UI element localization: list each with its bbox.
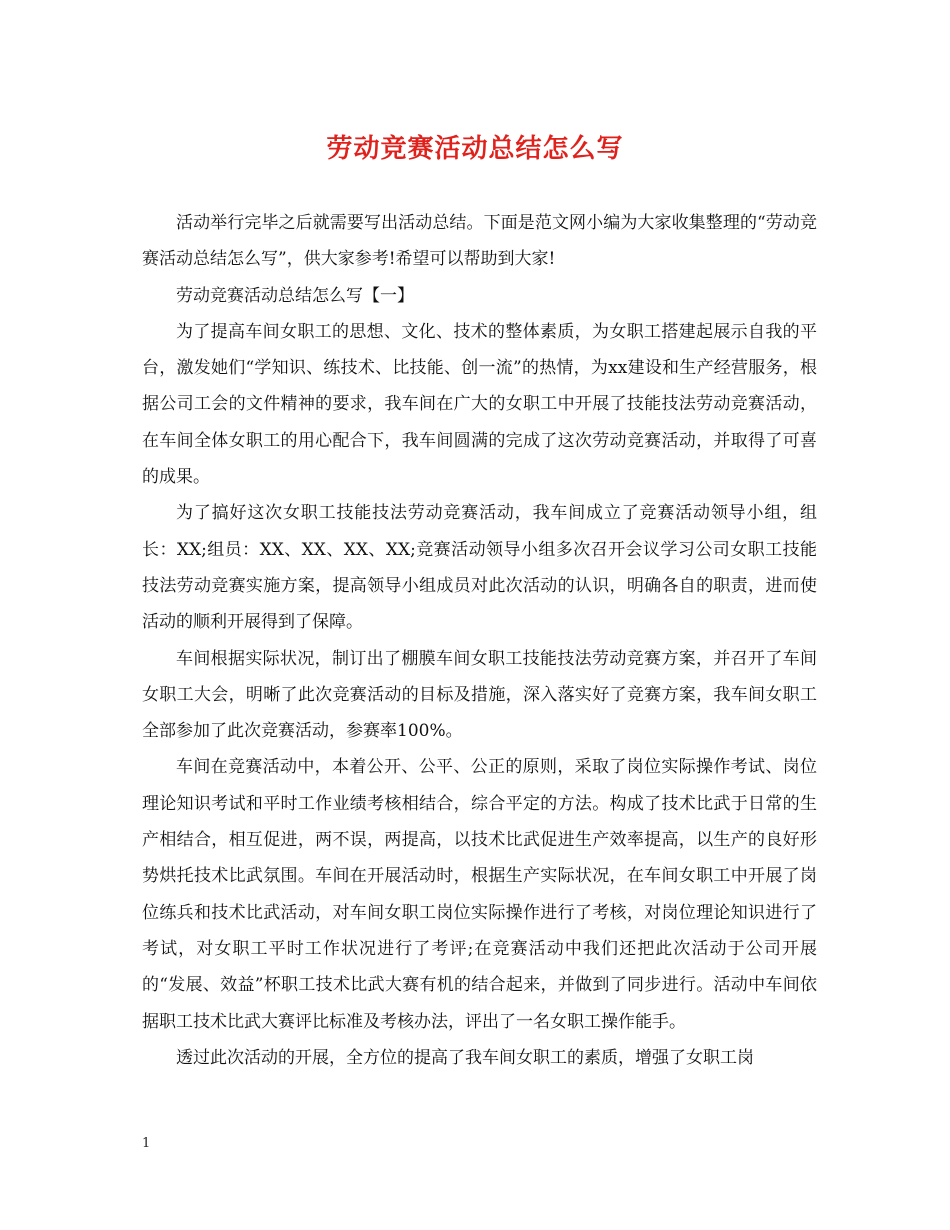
page-title: 劳动竞赛活动总结怎么写 xyxy=(326,134,624,164)
body-paragraph: 车间在竞赛活动中，本着公开、公平、公正的原则，采取了岗位实际操作考试、岗位理论知识考试和平时工作业绩考核相结合，综合平定的方法。构成了技术比武于日常的生产相结合，相互促进，两不误，两提高，以技术比武促进生产效率提高，以生产的良好形势烘托技术比武氛围。车间在开展活动时，根据生产实际状况，在车间女职工中开展了岗位练兵和技术比武活动，对车间女职工岗位实际操作进行了考核，对岗位理论知识进行了考试，对女职工平时工作状况进行了考评;在竞赛活动中我们还把此次活动于公司开展的“发展、效益”杯职工技术比武大赛有机的结合起来，并做到了同步进行。活动中车间依据职工技术比武大赛评比标准及考核办法，评出了一名女职工操作能手。 xyxy=(142,757,817,1032)
body-paragraph: 透过此次活动的开展，全方位的提高了我车间女职工的素质，增强了女职工岗 xyxy=(176,1047,754,1068)
body-paragraph: 为了提高车间女职工的思想、文化、技术的整体素质，为女职工搭建起展示自我的平台，激发她们“学知识、练技术、比技能、创一流”的热情，为xx建设和生产经营服务，根据公司工会的文件精神的要求，我车间在广大的女职工中开展了技能技法劳动竞赛活动，在车间全体女职工的用心配合下，我车间圆满的完成了这次劳动竞赛活动，并取得了可喜的成果。 xyxy=(142,321,817,488)
section-heading: 劳动竞赛活动总结怎么写【一】 xyxy=(176,285,414,306)
body-paragraph: 车间根据实际状况，制订出了棚膜车间女职工技能技法劳动竞赛方案，并召开了车间女职工大会，明晰了此次竞赛活动的目标及措施，深入落实好了竞赛方案，我车间女职工全部参加了此次竞赛活动，参赛率100%。 xyxy=(142,648,817,742)
intro-paragraph: 活动举行完毕之后就需要写出活动总结。下面是范文网小编为大家收集整理的“劳动竞赛活动总结怎么写”，供大家参考!希望可以帮助到大家! xyxy=(142,213,817,270)
document-body xyxy=(142,205,817,1076)
body-paragraph: 为了搞好这次女职工技能技法劳动竞赛活动，我车间成立了竞赛活动领导小组，组长：XX;组员：XX、XX、XX、XX;竞赛活动领导小组多次召开会议学习公司女职工技能技法劳动竞赛实施方案，提高领导小组成员对此次活动的认识，明确各自的职责，进而使活动的顺利开展得到了保障。 xyxy=(142,503,817,633)
page-number: 1 xyxy=(142,1136,151,1151)
